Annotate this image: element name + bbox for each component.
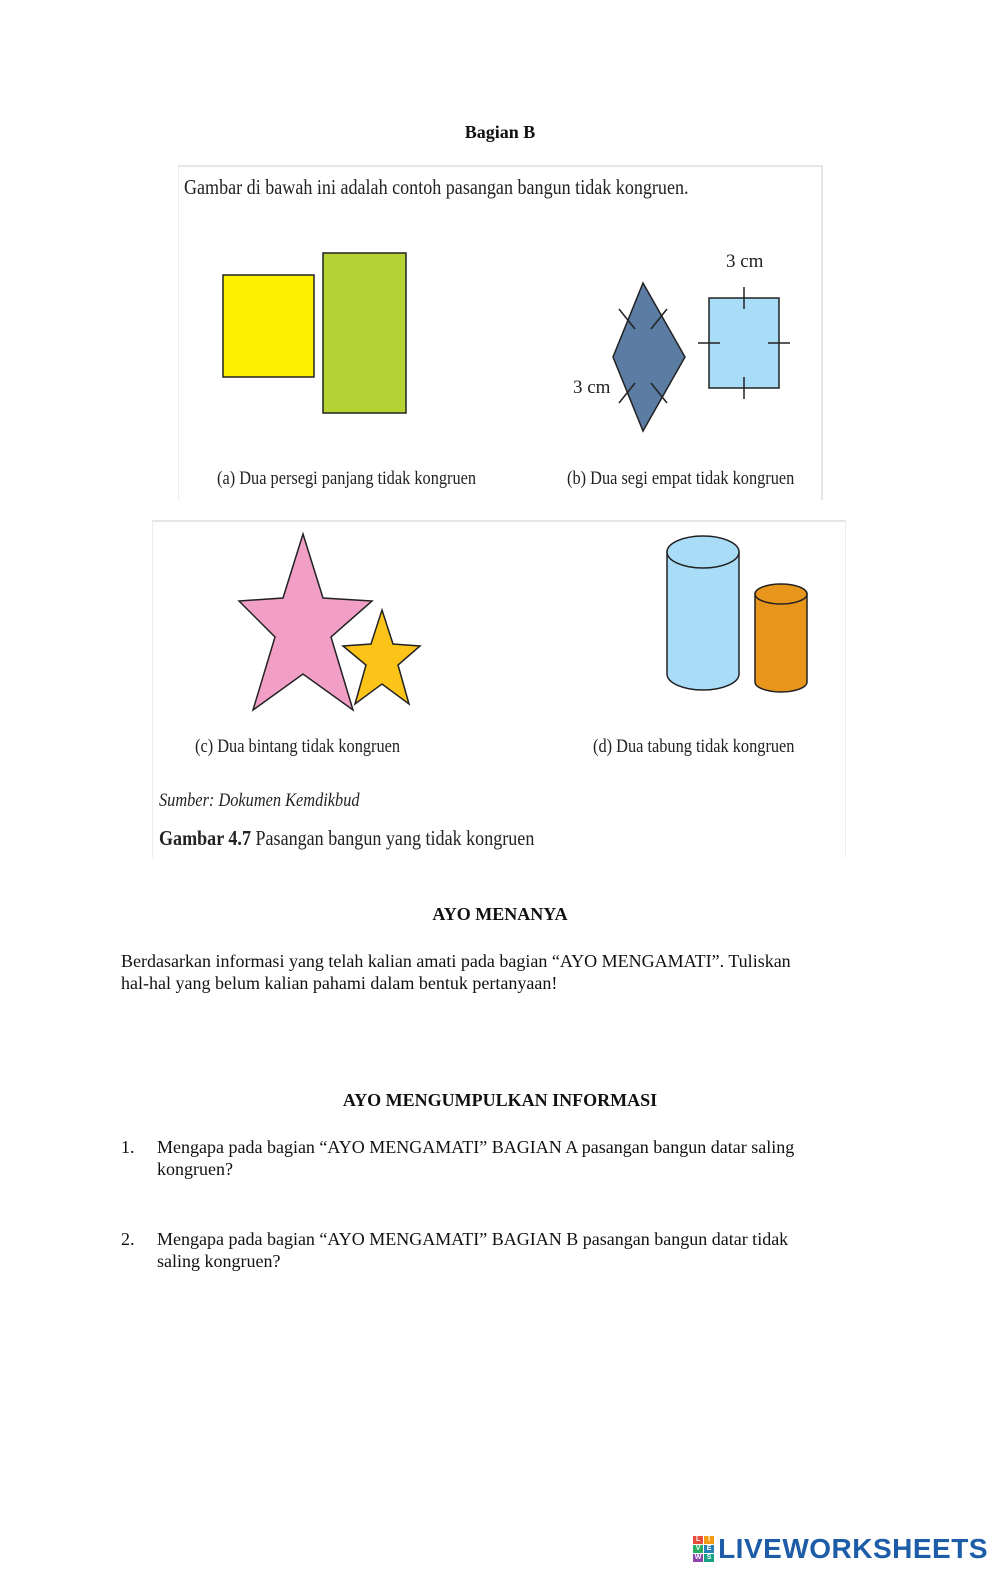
pink-star <box>239 534 372 710</box>
logo-letter: V <box>693 1545 703 1553</box>
figure-top-shapes <box>179 167 821 500</box>
liveworksheets-logo[interactable] <box>693 1534 988 1564</box>
question-1-line1: Mengapa pada bagian “AYO MENGAMATI” BAGIAN A pasangan bangun datar saling <box>157 1137 795 1157</box>
caption-a: (a) Dua persegi panjang tidak kongruen <box>217 468 477 489</box>
yellow-star <box>343 610 420 704</box>
question-2-line1: Mengapa pada bagian “AYO MENGAMATI” BAGIAN B pasangan bangun datar tidak <box>157 1229 789 1249</box>
label-3cm-top: 3 cm <box>726 251 764 272</box>
section-title: Bagian B <box>464 122 536 142</box>
figure-number: Gambar 4.7 <box>159 826 251 850</box>
liveworksheets-logo-icon <box>693 1536 714 1562</box>
question-2-number: 2. <box>121 1229 135 1249</box>
ayo-menanya-line1: Berdasarkan informasi yang telah kalian amati pada bagian “AYO MENGAMATI”. Tuliskan <box>121 951 791 971</box>
question-1-number: 1. <box>121 1137 135 1157</box>
logo-letter: I <box>704 1536 714 1544</box>
orange-cylinder <box>755 584 807 692</box>
question-2-line2: saling kongruen? <box>157 1251 281 1271</box>
ayo-menanya-title: AYO MENANYA <box>432 904 568 924</box>
figure-caption-line <box>159 826 534 851</box>
logo-letter: E <box>704 1545 714 1553</box>
ayo-menanya-line2: hal-hal yang belum kalian pahami dalam bentuk pertanyaan! <box>121 973 558 993</box>
blue-cylinder <box>667 536 739 690</box>
logo-letter: L <box>693 1536 703 1544</box>
rhombus <box>613 283 685 431</box>
figure-top-panel <box>178 165 823 500</box>
question-1-line2: kongruen? <box>157 1159 233 1179</box>
label-3cm-left: 3 cm <box>573 377 611 398</box>
caption-b: (b) Dua segi empat tidak kongruen <box>567 468 795 489</box>
logo-letter: W <box>694 1554 702 1561</box>
figure-bottom-panel <box>152 520 846 858</box>
liveworksheets-brand-text: LIVEWORKSHEETS <box>718 1533 988 1564</box>
logo-letter: S <box>704 1554 714 1562</box>
green-rectangle <box>323 253 406 413</box>
figure-intro: Gambar di bawah ini adalah contoh pasangan bangun tidak kongruen. <box>184 175 689 199</box>
caption-d: (d) Dua tabung tidak kongruen <box>593 736 795 757</box>
caption-c: (c) Dua bintang tidak kongruen <box>195 736 401 757</box>
ayo-mengumpulkan-title: AYO MENGUMPULKAN INFORMASI <box>342 1090 658 1110</box>
figure-source: Sumber: Dokumen Kemdikbud <box>159 790 360 811</box>
yellow-rectangle <box>223 275 314 377</box>
figure-title: Pasangan bangun yang tidak kongruen <box>255 826 535 850</box>
